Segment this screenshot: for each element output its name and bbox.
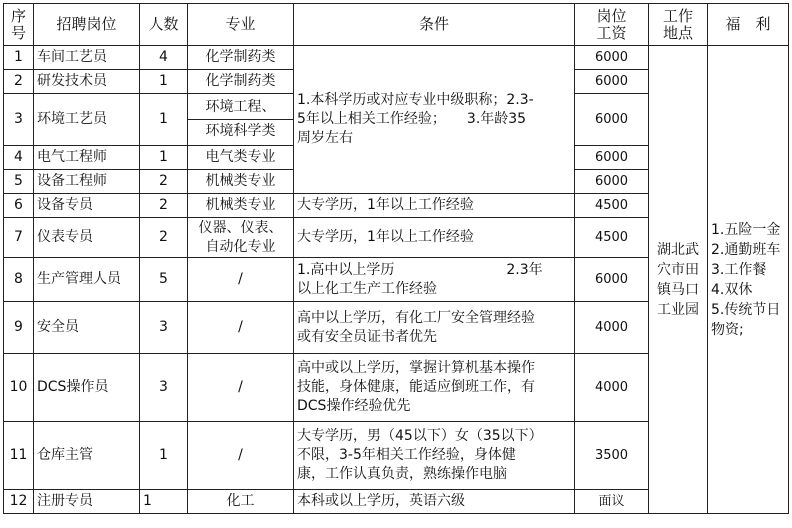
row-condition-line: 康，工作认真负责，熟练操作电脑 xyxy=(297,466,507,482)
row-major: 电气类专业 xyxy=(188,146,294,170)
row-count: 2 xyxy=(140,170,188,194)
row-position: 车间工艺员 xyxy=(34,46,140,70)
recruitment-table xyxy=(3,3,789,514)
table-row xyxy=(4,46,789,70)
row-major: / xyxy=(188,354,294,422)
location-line: 工业园 xyxy=(657,301,699,318)
row-index: 12 xyxy=(4,490,34,514)
row-salary: 6000 xyxy=(575,94,649,146)
row-position: 注册专员 xyxy=(34,490,140,514)
row-major-line: 自动化专业 xyxy=(205,238,276,255)
row-major xyxy=(188,218,294,258)
header-major: 专业 xyxy=(188,4,294,46)
row-condition xyxy=(294,354,575,422)
row-salary: 6000 xyxy=(575,70,649,94)
row-count: 4 xyxy=(140,46,188,70)
header-row xyxy=(4,4,789,46)
location-line: 镇马口 xyxy=(657,281,699,298)
row-count: 5 xyxy=(140,258,188,302)
row-major: 化工 xyxy=(188,490,294,514)
row-count: 1 xyxy=(140,94,188,146)
row-salary: 6000 xyxy=(575,170,649,194)
location-line: 湖北武 xyxy=(657,241,699,258)
row-count: 2 xyxy=(140,218,188,258)
row-position: 仓库主管 xyxy=(34,422,140,490)
row-major: / xyxy=(188,302,294,354)
welfare-item: 2.通勤班车 xyxy=(711,241,781,258)
row-index: 6 xyxy=(4,194,34,218)
welfare-item: 3.工作餐 xyxy=(711,261,767,278)
row-major: / xyxy=(188,422,294,490)
row-salary: 6000 xyxy=(575,146,649,170)
header-count: 人数 xyxy=(140,4,188,46)
row-condition: 本科或以上学历，英语六级 xyxy=(294,490,575,514)
row-count: 1 xyxy=(140,422,188,490)
row-count: 3 xyxy=(140,354,188,422)
welfare-item: 1.五险一金 xyxy=(711,221,781,238)
row-position: 安全员 xyxy=(34,302,140,354)
row-salary: 6000 xyxy=(575,46,649,70)
location-cell xyxy=(649,46,708,514)
row-salary: 4500 xyxy=(575,218,649,258)
row-index: 3 xyxy=(4,94,34,146)
shared-condition-line: 周岁左右 xyxy=(297,130,353,146)
row-condition-line: 技能，身体健康，能适应倒班工作，有 xyxy=(297,379,535,395)
row-condition: 大专学历，1年以上工作经验 xyxy=(294,218,575,258)
row-condition xyxy=(294,422,575,490)
header-index: 序 号 xyxy=(4,4,34,46)
row-condition-line: 不限，3-5年相关工作经验，身体健 xyxy=(297,447,516,463)
row-index: 2 xyxy=(4,70,34,94)
row-count: 3 xyxy=(140,302,188,354)
row-count: 1 xyxy=(140,146,188,170)
header-location: 工作 地点 xyxy=(649,4,708,46)
header-welfare: 福 利 xyxy=(708,4,789,46)
row-major: 机械类专业 xyxy=(188,170,294,194)
row-condition-line: 高中或以上学历，掌握计算机基本操作 xyxy=(297,360,535,376)
row-index: 8 xyxy=(4,258,34,302)
row-salary: 面议 xyxy=(575,490,649,514)
welfare-cell xyxy=(708,46,789,514)
row-count: 2 xyxy=(140,194,188,218)
shared-condition-line: 5年以上相关工作经验； 3.年龄35 xyxy=(297,111,527,127)
row-major: 化学制药类 xyxy=(188,46,294,70)
shared-condition-line: 1.本科学历或对应专业中级职称；2.3- xyxy=(297,92,534,108)
location-line: 穴市田 xyxy=(657,261,699,278)
row-position: 环境工艺员 xyxy=(34,94,140,146)
row-condition-line: 大专学历，男（45以下）女（35以下） xyxy=(297,428,543,444)
row-condition xyxy=(294,258,575,302)
header-salary: 岗位 工资 xyxy=(575,4,649,46)
row-major-line: 环境工程、 xyxy=(188,96,293,120)
welfare-item: 4.双休 xyxy=(711,281,753,298)
row-index: 10 xyxy=(4,354,34,422)
row-major-line: 环境科学类 xyxy=(205,123,276,139)
row-major: / xyxy=(188,258,294,302)
header-position: 招聘岗位 xyxy=(34,4,140,46)
welfare-item: 5.传统节日 xyxy=(711,301,781,318)
row-condition: 大专学历，1年以上工作经验 xyxy=(294,194,575,218)
row-salary: 4000 xyxy=(575,354,649,422)
welfare-item: 物资; xyxy=(711,321,744,338)
row-condition xyxy=(294,302,575,354)
row-count: 1 xyxy=(140,70,188,94)
row-position: 设备专员 xyxy=(34,194,140,218)
header-conditions: 条件 xyxy=(294,4,575,46)
row-condition-line: 1.高中以上学历 2.3年 xyxy=(297,261,543,278)
row-condition-line: 以上化工生产工作经验 xyxy=(297,280,437,297)
row-major: 机械类专业 xyxy=(188,194,294,218)
row-index: 9 xyxy=(4,302,34,354)
row-major-line: 仪器、仪表、 xyxy=(198,219,283,236)
row-position: 仪表专员 xyxy=(34,218,140,258)
row-salary: 4000 xyxy=(575,302,649,354)
row-index: 5 xyxy=(4,170,34,194)
row-index: 1 xyxy=(4,46,34,70)
row-index: 11 xyxy=(4,422,34,490)
row-salary: 3500 xyxy=(575,422,649,490)
row-position: 研发技术员 xyxy=(34,70,140,94)
row-count: 1 xyxy=(140,490,188,514)
row-position: 生产管理人员 xyxy=(34,258,140,302)
row-index: 4 xyxy=(4,146,34,170)
row-position: DCS操作员 xyxy=(34,354,140,422)
row-index: 7 xyxy=(4,218,34,258)
row-salary: 6000 xyxy=(575,258,649,302)
row-major: 化学制药类 xyxy=(188,70,294,94)
shared-condition-cell xyxy=(294,46,575,194)
row-salary: 4500 xyxy=(575,194,649,218)
row-position: 设备工程师 xyxy=(34,170,140,194)
row-position: 电气工程师 xyxy=(34,146,140,170)
row-major xyxy=(188,94,294,146)
row-condition-line: 高中以上学历，有化工厂安全管理经验 xyxy=(297,309,535,326)
row-condition-line: DCS操作经验优先 xyxy=(297,398,411,414)
row-condition-line: 或有安全员证书者优先 xyxy=(297,328,437,345)
